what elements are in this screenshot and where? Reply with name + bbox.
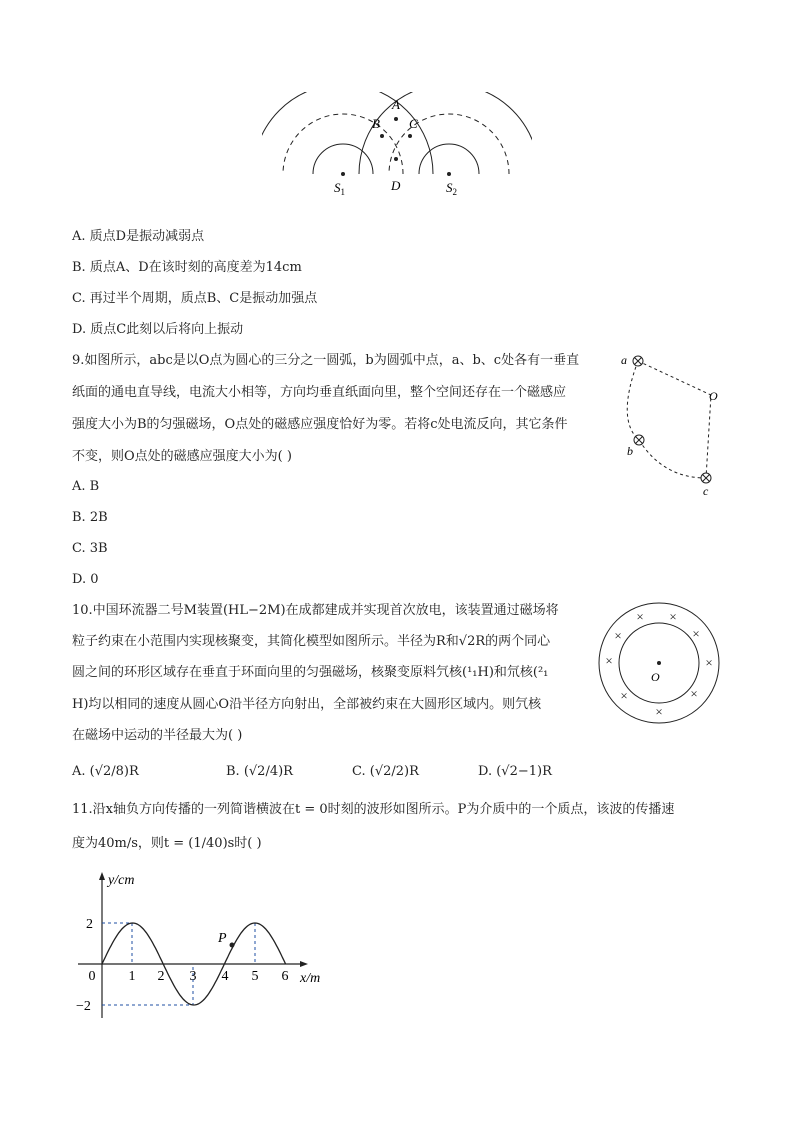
q9-option-a: A. B <box>72 479 100 494</box>
point-p-dot <box>230 943 235 948</box>
y-tick-2: 2 <box>86 917 93 932</box>
label-c: C <box>409 116 418 131</box>
label-s1: $S_1$ <box>334 180 345 197</box>
point-d-dot <box>394 157 398 161</box>
cross-icon: × <box>620 688 628 703</box>
x-tick-2: 2 <box>157 969 165 984</box>
cross-icon: × <box>692 626 700 641</box>
s2-inner-solid-arc <box>419 144 479 174</box>
q11-stem-line-2: 度为40m/s，则t = (1/40)s时( ) <box>72 836 262 851</box>
label-b: b <box>627 444 633 458</box>
q9-option-c: C. 3B <box>72 541 108 556</box>
q10-option-a: A. (√2/8)R <box>72 764 139 779</box>
cross-icon: × <box>605 653 613 668</box>
q10-ring-figure <box>596 600 722 726</box>
cross-icon: × <box>614 628 622 643</box>
q11-wave-graph <box>70 868 340 1028</box>
x-tick-1: 1 <box>128 969 136 984</box>
guide-peak-1 <box>102 923 132 964</box>
cross-icon: × <box>669 609 677 624</box>
label-s2: $S_2$ <box>446 180 457 197</box>
x-tick-5: 5 <box>251 969 259 984</box>
s1-outer-solid-arc <box>262 92 433 174</box>
q10-stem-line-5: 在磁场中运动的半径最大为( ) <box>72 728 243 743</box>
point-a-dot <box>394 117 398 121</box>
q10-option-d: D. (√2−1)R <box>478 764 552 779</box>
q10-stem-line-4: H)均以相同的速度从圆心O沿半径方向射出，全部被约束在大圆形区域内。则氕核 <box>72 697 542 712</box>
y-tick-neg2: −2 <box>76 999 91 1014</box>
q9-stem-line-3: 强度大小为B的匀强磁场，O点处的磁感应强度恰好为零。若将c处电流反向，其它条件 <box>72 417 568 432</box>
label-c: c <box>703 484 709 498</box>
q9-stem-line-4: 不变，则O点处的磁感应强度大小为( ) <box>72 449 292 464</box>
q9-option-d: D. 0 <box>72 572 99 587</box>
q10-stem-line-1: 10.中国环流器二号M装置(HL−2M)在成都建成并实现首次放电，该装置通过磁场将 <box>72 603 559 618</box>
x-tick-4: 4 <box>221 969 229 984</box>
x-axis-arrow-icon <box>300 961 308 967</box>
q8-option-c: C. 再过半个周期，质点B、C是振动加强点 <box>72 291 318 306</box>
point-c-dot <box>408 134 412 138</box>
q8-option-b: B. 质点A、D在该时刻的高度差为14cm <box>72 260 302 275</box>
interference-figure <box>262 92 532 202</box>
q8-option-d: D. 质点C此刻以后将向上振动 <box>72 322 244 337</box>
label-o: O <box>709 389 718 403</box>
label-o: O <box>651 670 660 684</box>
cross-icon: × <box>690 686 698 701</box>
q9-option-b: B. 2B <box>72 510 108 525</box>
cross-icon: × <box>636 609 644 624</box>
q9-stem-line-2: 纸面的通电直导线，电流大小相等，方向均垂直纸面向里，整个空间还存在一个磁感应 <box>72 385 567 400</box>
x-tick-0: 0 <box>88 969 96 984</box>
q8-option-a: A. 质点D是振动减弱点 <box>72 229 205 244</box>
cross-icon: × <box>705 655 713 670</box>
cross-icon: × <box>655 704 663 719</box>
q9-arc-figure <box>618 350 728 498</box>
arc-abc <box>627 361 706 478</box>
label-a: a <box>621 353 627 367</box>
guide-trough-3 <box>102 964 193 1005</box>
s2-outer-solid-arc <box>359 92 532 174</box>
center-o-dot <box>657 661 661 665</box>
y-axis-label: y/cm <box>108 873 135 888</box>
label-a: A <box>392 97 400 112</box>
q10-option-b: B. (√2/4)R <box>226 764 293 779</box>
label-p: P <box>218 931 227 946</box>
q9-stem-line-1: 9.如图所示，abc是以O点为圆心的三分之一圆弧，b为圆弧中点，a、b、c处各有一垂直 <box>72 353 580 368</box>
label-d: D <box>391 178 401 193</box>
q10-stem-line-3: 圆之间的环形区域存在垂直于环面向里的匀强磁场，核聚变原料氕核(¹₁H)和氘核(²₁ <box>72 665 549 680</box>
s1-inner-solid-arc <box>313 144 373 174</box>
q11-stem-line-1: 11.沿x轴负方向传播的一列简谐横波在t = 0时刻的波形如图所示。P为介质中的一个质点，该波的传播速 <box>72 802 675 817</box>
source-s2-dot <box>447 172 451 176</box>
x-tick-6: 6 <box>281 969 289 984</box>
x-tick-3: 3 <box>189 969 197 984</box>
label-b: B <box>372 116 380 131</box>
source-s1-dot <box>341 172 345 176</box>
q10-option-c: C. (√2/2)R <box>352 764 419 779</box>
x-axis-label: x/m <box>300 971 321 986</box>
point-b-dot <box>380 134 384 138</box>
radius-lines <box>638 361 711 478</box>
q10-stem-line-2: 粒子约束在小范围内实现核聚变，其简化模型如图所示。半径为R和√2R的两个同心 <box>72 634 551 649</box>
y-axis-arrow-icon <box>99 872 105 880</box>
